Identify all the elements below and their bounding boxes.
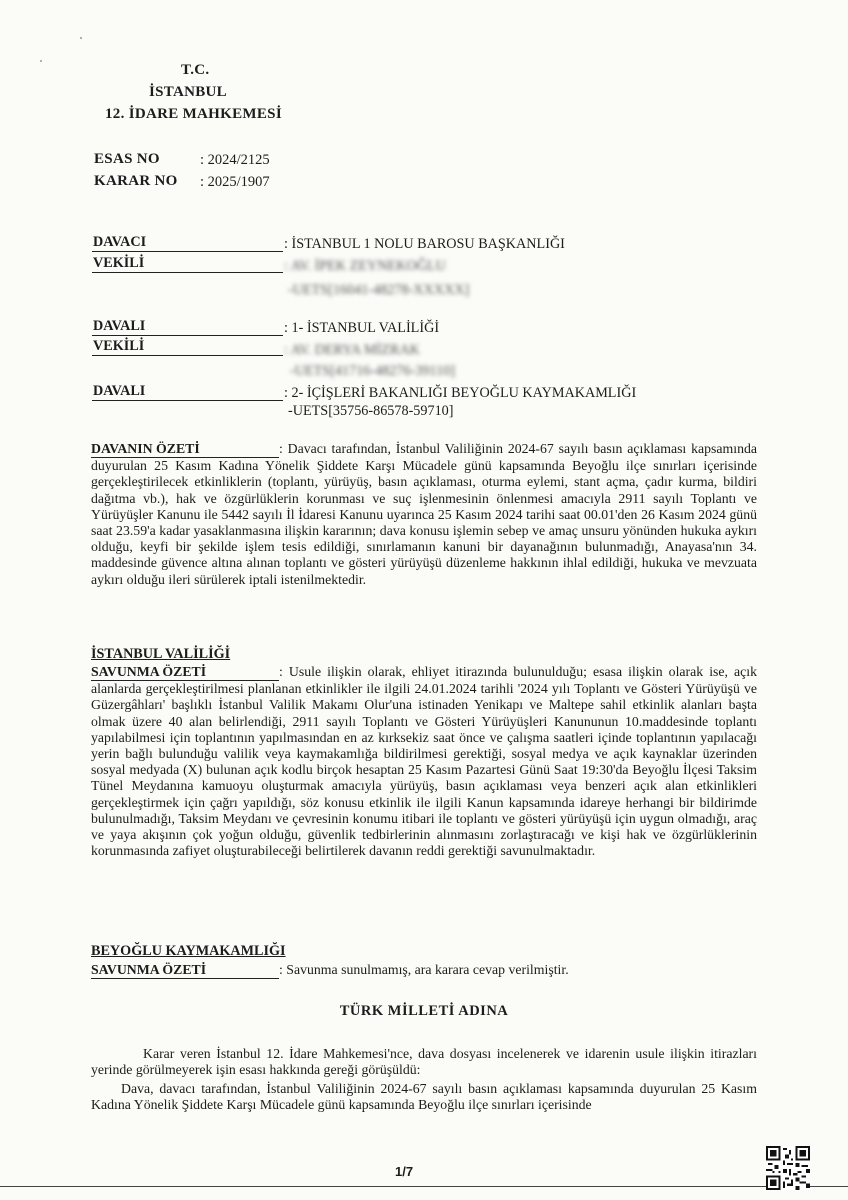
davanin-ozeti-paragraph bbox=[91, 441, 757, 588]
esas-no-value: : 2024/2125 bbox=[200, 152, 270, 168]
karar-paragraph-1: Karar veren İstanbul 12. İdare Mahkemesi'nce, dava dosyası incelenerek ve idarenin usule ilişkin itirazları yerinde görülmeyerek işin esası hakkında gereği görüşüldü: bbox=[91, 1046, 757, 1078]
vekili-underline-1 bbox=[92, 272, 283, 273]
qr-code-icon bbox=[766, 1146, 810, 1190]
karar-no-label: KARAR NO bbox=[94, 173, 178, 189]
valilik-savunma-label: SAVUNMA ÖZETİ bbox=[91, 664, 279, 681]
davanin-ozeti-text: : Davacı tarafından, İstanbul Valiliğinin 2024-67 sayılı basın açıklaması kapsamında duyurulan 25 Kasım Kadına Yönelik Şiddete Karşı Mücadele günü kapsamında Beyoğlu ilçe sınırları içerisinde gerçekleştirilecek etkinliklerin (toplantı, yürüyüş, basın açıklaması, oturma eylemi, stant açma, çadır kurma, bildiri dağıtma vb.), hak ve özgürlüklerin korunması ve suç işlenmesinin önlenmesi amacıyla 2911 sayılı Toplantı ve Yürüyüşler Kanunu ile 5442 sayılı İl İdaresi Kanunu uyarınca 25 Kasım 2024 tarihi saat 00.01'den 26 Kasım 2024 günü saat 23.59'a kadar yasaklanmasına ilişkin kararının; dava konusu işlemin sebep ve amaç unsuru yönünden hukuka aykırı olduğu, keyfi bir şekilde işlem tesis edildiği, sınırlamanın kanuni bir dayanağının bulunmadığı, Anayasa'nın 34. maddesinde güvence altına alınan toplantı ve gösteri yürüyüşü düzenleme hakkının ihlal edildiği, hukuka ve mevzuata aykırı olduğu ileri sürülerek iptali istenilmektedir. bbox=[91, 441, 757, 587]
esas-no-label: ESAS NO bbox=[94, 151, 160, 167]
davali-label-1: DAVALI bbox=[93, 318, 146, 334]
header-city: İSTANBUL bbox=[149, 84, 227, 100]
davaci-underline bbox=[92, 251, 283, 252]
vekili-label-2: VEKİLİ bbox=[93, 338, 145, 354]
valilik-heading: İSTANBUL VALİLİĞİ bbox=[91, 646, 231, 662]
header-court: 12. İDARE MAHKEMESİ bbox=[105, 106, 282, 122]
turk-milleti-adina-heading: TÜRK MİLLETİ ADINA bbox=[339, 1003, 509, 1019]
header-tc: T.C. bbox=[181, 62, 210, 78]
footer-rule bbox=[0, 1186, 848, 1187]
davali-value-2: : 2- İÇİŞLERİ BAKANLIĞI BEYOĞLU KAYMAKAMLIĞI bbox=[284, 385, 637, 401]
valilik-savunma-text: : Usule ilişkin olarak, ehliyet itirazında bulunulduğu; esasa ilişkin olarak ise, açık alanlarda gerçekleştirilmesi planlanan etkinlikler ile ilgili 24.01.2024 tarihli '2024 yılı Toplantı ve Gösteri Yürüyüşü ve Güzergâhları' başlıklı İstanbul Valilik Makamı Olur'una istinaden Yenikapı ve Maltepe sahil etkinlik alanları başta olmak üzere 40 alan belirlendiği, 2911 sayılı Toplantı ve Gösteri Yürüyüşleri Kanununun 10.maddesinde toplantı yapılabilmesi için toplantının yapılmasından en az kırksekiz saat önce ve çalışma saatleri içinde toplantının yapılacağı yerin bağlı bulunduğu valilik veya kaymakamlığa bildirilmesi gerektiği, sosyal medya ve açık kaynaklar üzerinden sosyal medyada (X) bulunan açık kodlu birçok hesaptan 25 Kasım Pazartesi Günü Saat 19:30'da Beyoğlu İlçesi Taksim Tünel Meydanına kamuoyu oluşturmak amacıyla yürüyüş, basın açıklaması veya benzeri açık alan etkinlikleri gerçekleştirmek için çağrı yapıldığı, söz konusu etkinlik ile ilgili Kanun kapsamında idareye herhangi bir bildirimde bulunulmadığı, Taksim Meydanı ve çevresinin konumu itibari ile toplantı ve gösteri yürüyüşü için uygun olmadığı, araç ve yaya akışının çok yoğun olduğu, güvenlik tedbirlerinin alınmasını zorlaştıracağı ve kişi hak ve özgürlüklerinin korunmasında zafiyet oluşturabileceği belirtilerek davanın reddi gerektiği savunulmaktadır. bbox=[91, 664, 757, 859]
vekili-uets-1: -UETS[16041-48278-XXXXX] bbox=[288, 282, 470, 298]
davali-underline-2 bbox=[92, 400, 283, 401]
davali-label-2: DAVALI bbox=[93, 383, 146, 399]
karar-no-value: : 2025/1907 bbox=[200, 174, 270, 190]
davaci-value: : İSTANBUL 1 NOLU BAROSU BAŞKANLIĞI bbox=[284, 236, 565, 252]
davanin-ozeti-label: DAVANIN ÖZETİ bbox=[91, 441, 279, 458]
davali-value-1: : 1- İSTANBUL VALİLİĞİ bbox=[284, 320, 440, 336]
vekili-label-1: VEKİLİ bbox=[93, 255, 145, 271]
vekili-value-2: : AV. DERYA MİZRAK bbox=[284, 342, 420, 358]
scan-speck bbox=[80, 37, 82, 39]
davali-uets-2: -UETS[35756-86578-59710] bbox=[288, 403, 454, 419]
kaymakamlik-savunma-label: SAVUNMA ÖZETİ bbox=[91, 962, 279, 979]
valilik-savunma-paragraph bbox=[91, 664, 757, 859]
vekili-underline-2 bbox=[92, 355, 283, 356]
davali-underline-1 bbox=[92, 335, 283, 336]
kaymakamlik-heading: BEYOĞLU KAYMAKAMLIĞI bbox=[91, 943, 286, 959]
kaymakamlik-savunma-text: : Savunma sunulmamış, ara karara cevap verilmiştir. bbox=[279, 962, 569, 977]
davaci-label: DAVACI bbox=[93, 234, 147, 250]
kaymakamlik-savunma-paragraph bbox=[91, 962, 757, 979]
page-number: 1/7 bbox=[395, 1164, 414, 1179]
scan-speck bbox=[40, 60, 42, 62]
vekili-uets-2: -UETS[41716-48276-39110] bbox=[290, 363, 455, 379]
vekili-value-1: : AV. İPEK ZEYNEKOĞLU bbox=[284, 258, 446, 274]
karar-paragraph-2: Dava, davacı tarafından, İstanbul Valiliğinin 2024-67 sayılı basın açıklaması kapsamında duyurulan 25 Kasım Kadına Yönelik Şiddete Karşı Mücadele günü kapsamında Beyoğlu ilçe sınırları içerisinde bbox=[91, 1081, 757, 1113]
